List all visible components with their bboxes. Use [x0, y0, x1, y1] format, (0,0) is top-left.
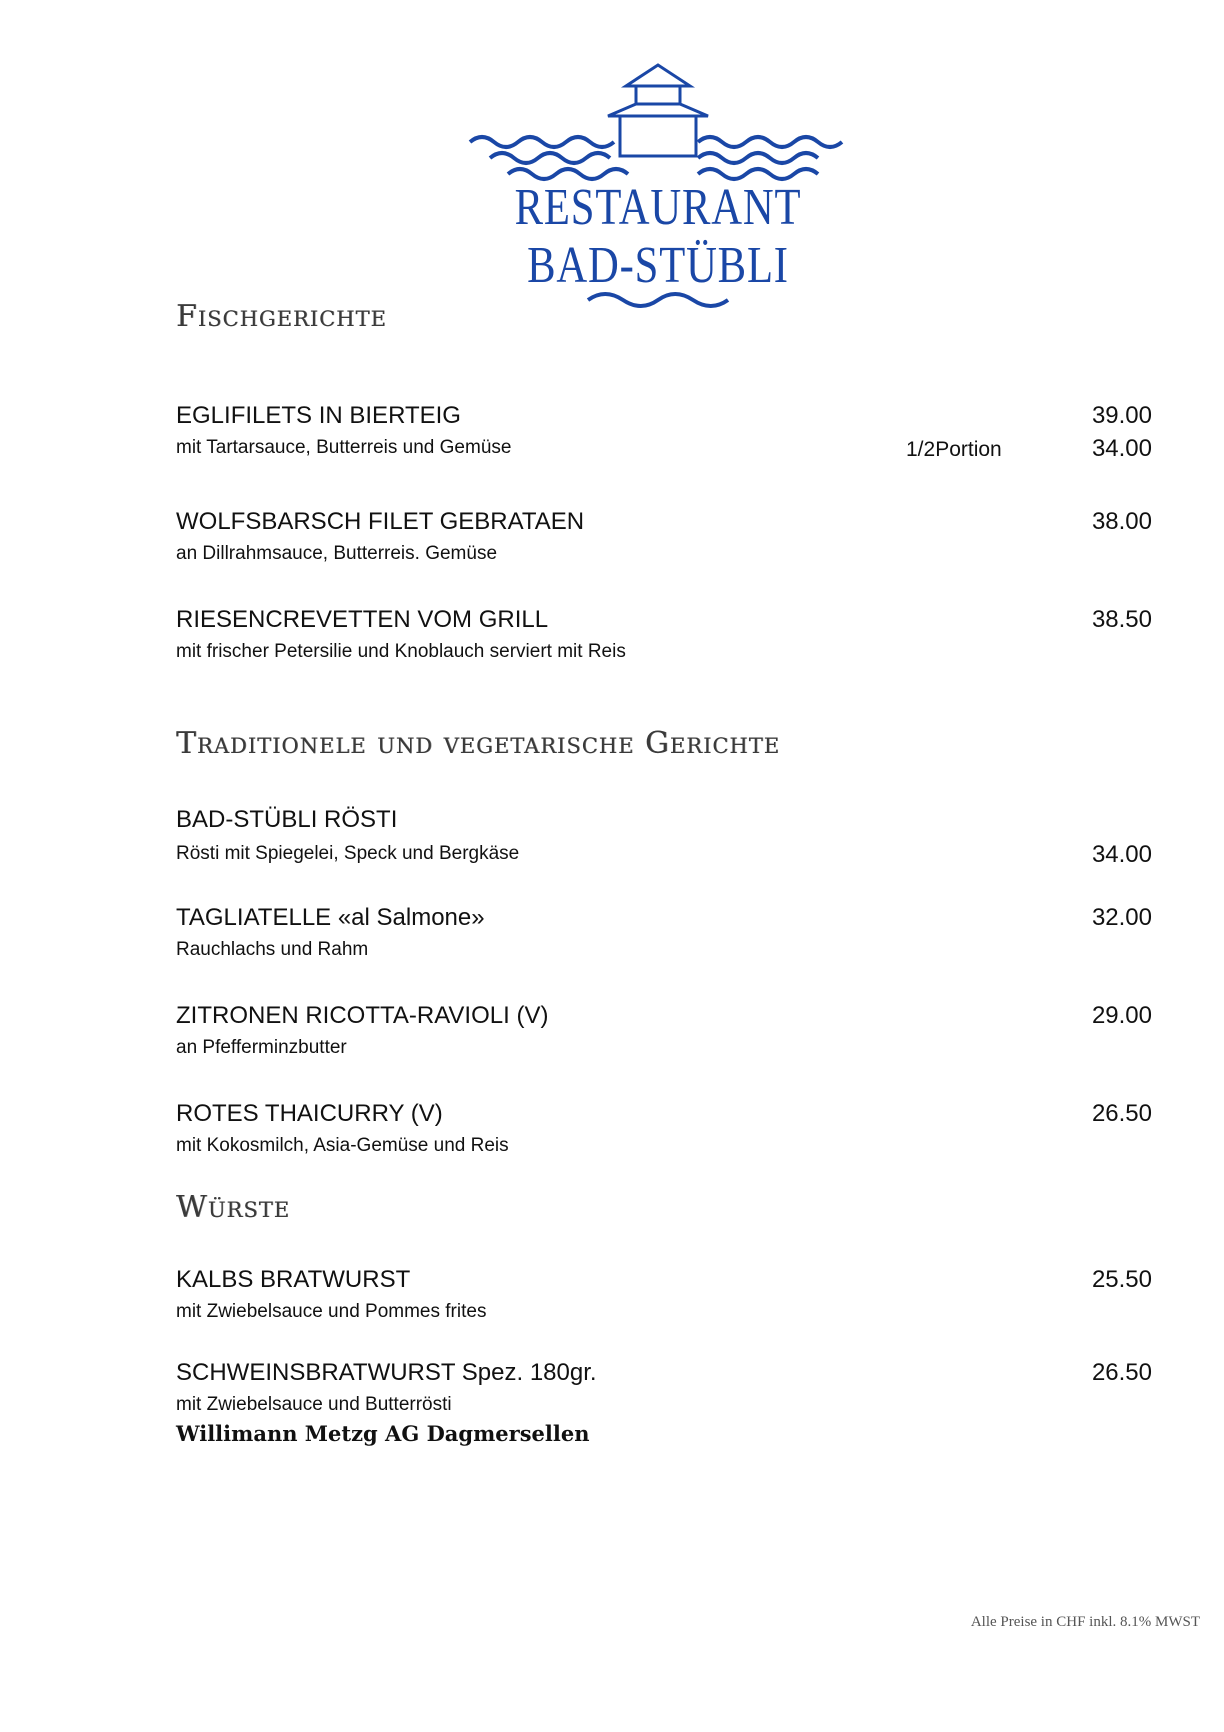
item-description: an Dillrahmsauce, Butterreis. Gemüse — [176, 543, 498, 564]
logo-text-line2: BAD-STÜBLI — [527, 237, 789, 294]
section-heading-traditional: Traditionele und vegetarische Gerichte — [176, 726, 781, 761]
item-description: mit Kokosmilch, Asia-Gemüse und Reis — [176, 1135, 509, 1156]
item-price: 26.50 — [1091, 1359, 1152, 1386]
logo-text-line1: RESTAURANT — [514, 179, 802, 236]
item-name: BAD-STÜBLI RÖSTI — [176, 806, 398, 833]
item-price: 38.00 — [1091, 508, 1152, 535]
item-price: 38.50 — [1091, 606, 1152, 633]
restaurant-logo — [468, 60, 848, 310]
half-portion-price: 34.00 — [1091, 435, 1152, 462]
item-name: SCHWEINSBRATWURST Spez. 180gr. — [176, 1359, 597, 1386]
item-description: mit Zwiebelsauce und Butterrösti — [176, 1394, 452, 1415]
item-name: ZITRONEN RICOTTA-RAVIOLI (V) — [176, 1002, 549, 1029]
item-description: Rösti mit Spiegelei, Speck und Bergkäse — [176, 843, 520, 864]
item-price: 29.00 — [1091, 1002, 1152, 1029]
price-note: Alle Preise in CHF inkl. 8.1% MWST — [970, 1614, 1200, 1630]
item-name: KALBS BRATWURST — [176, 1266, 411, 1293]
half-portion-label: 1/2Portion — [906, 438, 1002, 461]
item-price: 25.50 — [1091, 1266, 1152, 1293]
item-description: mit Zwiebelsauce und Pommes frites — [176, 1301, 487, 1322]
item-price: 26.50 — [1091, 1100, 1152, 1127]
producer-name: Willimann Metzg AG Dagmersellen — [176, 1421, 590, 1446]
item-description: Rauchlachs und Rahm — [176, 939, 369, 960]
item-price: 34.00 — [1091, 841, 1152, 868]
item-name: ROTES THAICURRY (V) — [176, 1100, 443, 1127]
item-name: WOLFSBARSCH FILET GEBRATAEN — [176, 508, 585, 535]
item-description: mit Tartarsauce, Butterreis und Gemüse — [176, 437, 512, 458]
item-price: 39.00 — [1091, 402, 1152, 429]
item-name: RIESENCREVETTEN VOM GRILL — [176, 606, 549, 633]
item-price: 32.00 — [1091, 904, 1152, 931]
item-description: mit frischer Petersilie und Knoblauch serviert mit Reis — [176, 641, 626, 662]
item-description: an Pfefferminzbutter — [176, 1037, 347, 1058]
section-heading-sausages: Würste — [176, 1190, 291, 1225]
item-name: TAGLIATELLE «al Salmone» — [176, 904, 485, 931]
section-heading-fish: Fischgerichte — [176, 299, 387, 334]
item-name: EGLIFILETS IN BIERTEIG — [176, 402, 461, 429]
